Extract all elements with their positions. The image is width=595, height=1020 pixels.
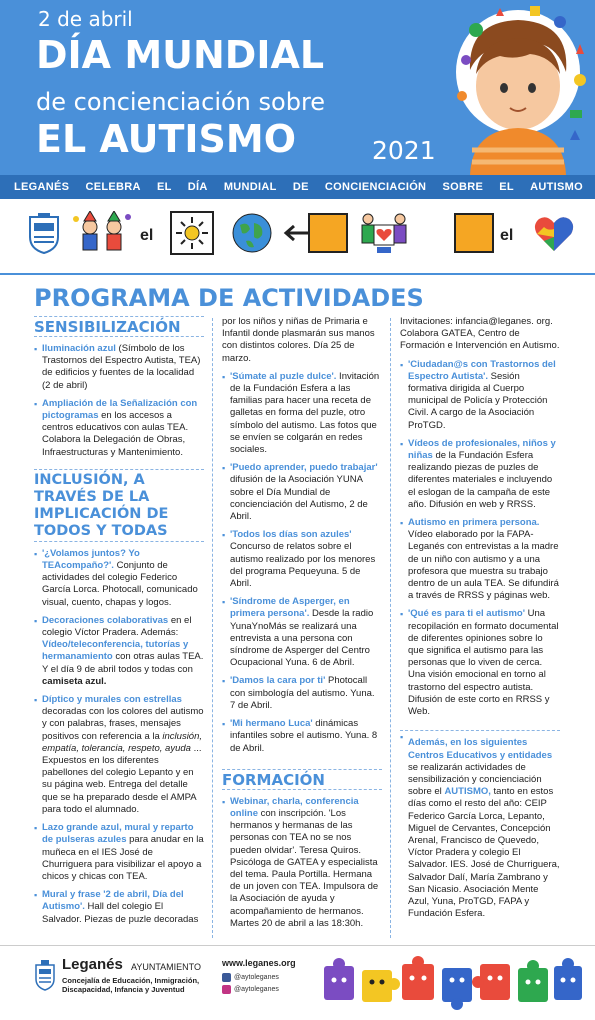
activity-text-2: ... Expuestos en los diferentes pabellones del colegio Lepanto y en su página web. Entrega del detalle que se ha preparado desde el AMPA para todo el alumnado. bbox=[42, 742, 202, 815]
activity-text: para anudar en la muñeca en el IES José de Churriguera para visibilizar el apoyo a chicos y chicas con TEA. bbox=[42, 834, 204, 882]
activity-text-2: con otras aulas TEA. Y el día 9 de abril todos y todas con bbox=[42, 651, 204, 675]
banner-word: EL bbox=[499, 181, 514, 193]
banner-word: EL bbox=[156, 181, 172, 193]
activity-item bbox=[400, 517, 560, 602]
activity-text: decoradas con los colores del autismo y con palabras, frases, mensajes positivos con referencia a la bbox=[42, 706, 204, 742]
banner-word: MUNDIAL bbox=[223, 181, 277, 193]
leganes-logo-icon bbox=[34, 959, 56, 991]
activity-name: Vídeos de profesionales, niños y niñas bbox=[408, 437, 556, 462]
puzzle-piece-icon bbox=[402, 956, 434, 1000]
puzzle-piece-icon bbox=[362, 970, 400, 1002]
activity-text: Hall del colegio El Salvador. Piezas de puzle decoradas bbox=[42, 901, 199, 925]
activity-continuation: por los niños y niñas de Primaria e Infantil donde plasmarán sus manos con distintos colores. Día 25 de marzo. bbox=[222, 316, 375, 364]
puzzle-piece-icon bbox=[554, 958, 582, 1000]
leganes-shield-icon bbox=[22, 211, 66, 255]
activity-text: (Símbolo de los Trastornos del Espectro Autista, TEA) de edificios y fuentes de la localidad (2 de abril) bbox=[42, 343, 201, 391]
activity-item bbox=[34, 694, 204, 816]
activity-text: se realizarán actividades de sensibilización y concienciación sobre el bbox=[408, 761, 542, 798]
activity-item bbox=[400, 438, 560, 511]
activity-name: Decoraciones colaborativas bbox=[42, 614, 169, 626]
activity-text-2: tanto en estos días como el resto del año: CEIP Federico García Lorca, Lepanto, Miguel de Cervantes, Concepción Arenal, Francisco de Quevedo, Víctor Pradera y colegio El Salvador. IES. José de Churriguera, Salvador Dalí, María Zambrano y San Nicasio. Asociación Mente Azul, Yuna, ProTGD, FAPA y Fundación Esfera. bbox=[408, 786, 560, 920]
activity-text: Conjunto de actividades del colegio Federico García Lorca. Photocall, comunicado visual, cuento, chapas y logos. bbox=[42, 560, 198, 608]
activity-item bbox=[222, 675, 382, 712]
activity-item bbox=[34, 548, 204, 609]
activity-name: Lazo grande azul, mural y reparto de pulseras azules bbox=[42, 822, 194, 846]
activity-text: Vídeo elaborado por la FAPA-Leganés con entrevistas a la madre de un niño con autismo y a una profesora que muestra su trabajo dentro de un aula TEA. Se difundirá a través de RRSS y páginas web. bbox=[408, 529, 559, 602]
activity-item bbox=[34, 615, 204, 688]
ayuntamiento-label: AYUNTAMIENTO bbox=[131, 962, 202, 972]
activity-item bbox=[34, 398, 204, 459]
activity-text: con inscripción. 'Los hermanos y hermanas de las personas con TEA no se nos pueden olvidar'. Teresa Quiros. Psicóloga de GATEA y especialista del tema. Paula Portilla. Hermana de un joven con TEA. Impulsora de la Asociación de ayuda y acompañamiento de hermanos. Martes 20 de abril a las 18:30h. bbox=[230, 807, 379, 929]
activity-name: Díptico y murales con estrellas bbox=[42, 694, 182, 706]
activity-name: 'Damos la cara por ti' bbox=[230, 675, 326, 687]
activity-name: 'Súmate al puzle dulce'. bbox=[230, 370, 337, 382]
sun-day-icon bbox=[170, 211, 214, 255]
column-divider bbox=[212, 318, 213, 938]
orange-square-icon-2 bbox=[452, 211, 496, 255]
facebook-handle[interactable] bbox=[222, 973, 279, 982]
awareness-group-icon bbox=[358, 211, 410, 255]
activity-text: Sesión formativa dirigida al Cuerpo municipal de Policía y Protección Civil. A cargo de la Asociación ProTGD. bbox=[408, 370, 548, 431]
website-link[interactable]: www.leganes.org bbox=[222, 958, 296, 968]
activity-text: Photocall con simbología del autismo. Yuna. 7 de Abril. bbox=[230, 675, 375, 711]
activity-name: 'Puedo aprender, puedo trabajar' bbox=[230, 462, 378, 474]
city-name: Leganés bbox=[62, 956, 123, 973]
facebook-icon bbox=[222, 973, 231, 982]
article-el-2: el bbox=[500, 227, 514, 244]
activity-name: Mural y frase '2 de abril, Día del Autismo'. bbox=[42, 889, 184, 913]
section-title-inclusion: INCLUSIÓN, A TRAVÉS DE LA IMPLICACIÓN DE TODOS Y TODAS bbox=[34, 469, 204, 542]
banner-word: SOBRE bbox=[442, 181, 484, 193]
banner-word: CELEBRA bbox=[85, 181, 141, 193]
activity-name: Autismo en primera persona. bbox=[408, 517, 540, 529]
instagram-handle[interactable] bbox=[222, 985, 279, 994]
activity-text: Invitación de la Fundación Esfera a las familias para hacer una receta de galletas en forma del puzle, otro símbolo del autismo. Las fotos que se envíen se colgarán en redes sociales. bbox=[230, 370, 380, 456]
puzzle-characters-illustration bbox=[320, 952, 585, 1016]
banner-word: LEGANÉS bbox=[14, 181, 70, 193]
activity-item bbox=[222, 529, 382, 590]
activity-name: 'Síndrome de Asperger, en primera persona'. bbox=[230, 596, 350, 620]
banner-word: DÍA bbox=[187, 181, 208, 193]
event-date: 2 de abril bbox=[38, 7, 133, 31]
column-right bbox=[400, 316, 560, 926]
activity-item bbox=[400, 359, 560, 432]
activity-continuation: Invitaciones: infancia@leganes. org. Colabora GATEA, Centro de Formación e Intervención en Autismo. bbox=[400, 316, 560, 352]
activity-values: inclusión, empatía, tolerancia, respeto, ayuda bbox=[42, 730, 203, 754]
activity-emphasis: camiseta azul. bbox=[42, 675, 107, 687]
instagram-text: @aytoleganes bbox=[234, 986, 279, 993]
department-label: Concejalía de Educación, Inmigración, Discapacidad, Infancia y Juventud bbox=[62, 976, 200, 994]
activity-text: dinámicas infantiles sobre el autismo. Yuna. 8 de Abril. bbox=[230, 718, 378, 754]
activity-name: '¿Volamos juntos? Yo TEAcompaño?'. bbox=[42, 547, 140, 572]
program-title: PROGRAMA DE ACTIVIDADES bbox=[34, 284, 424, 312]
activity-name: 'Mi hermano Luca' bbox=[230, 718, 313, 730]
activity-item bbox=[222, 596, 382, 669]
world-globe-icon bbox=[230, 211, 274, 255]
activity-item bbox=[222, 718, 382, 755]
activity-text: de la Fundación Esfera realizando piezas de puzles de diferentes materiales e incluyendo el eslogan de la campaña de este año. Difusión en web y RRSS. bbox=[408, 450, 553, 510]
puzzle-heart-icon bbox=[532, 211, 576, 255]
activity-item bbox=[222, 371, 382, 456]
activity-name: Además, en los siguientes Centros Educativos y entidades bbox=[408, 737, 553, 761]
child-illustration bbox=[430, 0, 595, 175]
column-middle bbox=[222, 316, 382, 936]
celebration-banner bbox=[0, 175, 595, 199]
facebook-text: @aytoleganes bbox=[234, 974, 279, 981]
puzzle-piece-icon bbox=[472, 964, 510, 1000]
event-year: 2021 bbox=[372, 136, 436, 165]
activity-text: Una recopilación en formato documental de diferentes opiniones sobre lo que significa el autismo para las personas que lo viven de cerca. Una visión emocional en torno al trastorno del espectro autista. Difusión de este corto en RRSS y Web. bbox=[408, 608, 559, 718]
puzzle-piece-icon bbox=[442, 968, 472, 1010]
separator-line bbox=[0, 273, 595, 275]
title-line-3: EL AUTISMO bbox=[36, 117, 297, 161]
header-banner bbox=[0, 0, 595, 175]
activity-item bbox=[34, 822, 204, 883]
activity-text: Concurso de relatos sobre el autismo realizado por los menores del programa Pequeyuna. 5 de Abril. bbox=[230, 541, 376, 590]
banner-word: CONCIENCIACIÓN bbox=[324, 181, 427, 193]
orange-square-icon bbox=[306, 211, 350, 255]
activity-item bbox=[34, 343, 204, 392]
activity-name: Webinar, charla, conferencia online bbox=[230, 795, 359, 819]
instagram-icon bbox=[222, 985, 231, 994]
activity-name-2: Vídeo/teleconferencia, tutorías y hermanamiento bbox=[42, 639, 189, 663]
footer bbox=[0, 945, 595, 1020]
title-line-1: DÍA MUNDIAL bbox=[36, 33, 325, 77]
section-title-formacion: FORMACIÓN bbox=[222, 769, 382, 790]
celebrating-children-icon bbox=[72, 211, 132, 255]
section-title-sensibilizacion: SENSIBILIZACIÓN bbox=[34, 316, 204, 337]
activity-text: en el colegio Víctor Pradera. Además: bbox=[42, 614, 192, 639]
activity-item bbox=[222, 796, 382, 930]
activity-item bbox=[400, 608, 560, 718]
title-line-2: de concienciación sobre bbox=[36, 88, 326, 116]
column-divider bbox=[390, 318, 391, 938]
activity-item bbox=[34, 889, 204, 926]
column-left bbox=[34, 316, 204, 932]
banner-word: DE bbox=[292, 181, 309, 193]
puzzle-piece-icon bbox=[324, 958, 354, 1000]
activity-item bbox=[222, 462, 382, 523]
activity-text: difusión de la Asociación YUNA sobre el Día Mundial de concienciación del Autismo, 2 de Abril. bbox=[230, 474, 368, 523]
activity-name: Iluminación azul bbox=[42, 343, 116, 354]
activity-name: 'Ciudadan@s con Trastornos del Espectro Autista'. bbox=[408, 358, 556, 382]
activity-item bbox=[400, 730, 560, 920]
activity-name-2: AUTISMO, bbox=[444, 786, 491, 798]
puzzle-piece-icon bbox=[518, 960, 548, 1002]
article-el: el bbox=[140, 227, 154, 244]
pictogram-row bbox=[0, 203, 595, 273]
activity-name: 'Todos los días son azules' bbox=[230, 529, 352, 541]
banner-word: AUTISMO bbox=[530, 181, 583, 193]
activity-text: Desde la radio YunaYnoMás se realizará una entrevista a una persona con síndrome de Asperger del Centro Ocupacional Yuna. 6 de Abril. bbox=[230, 608, 374, 669]
activity-name: Ampliación de la Señalización con pictogramas bbox=[42, 397, 198, 422]
activity-name: 'Qué es para ti el autismo' bbox=[408, 608, 525, 620]
activity-text: en los accesos a centros educativos con aulas TEA. Colabora la Delegación de Obras, Infraestructuras y Mantenimiento. bbox=[42, 410, 189, 458]
